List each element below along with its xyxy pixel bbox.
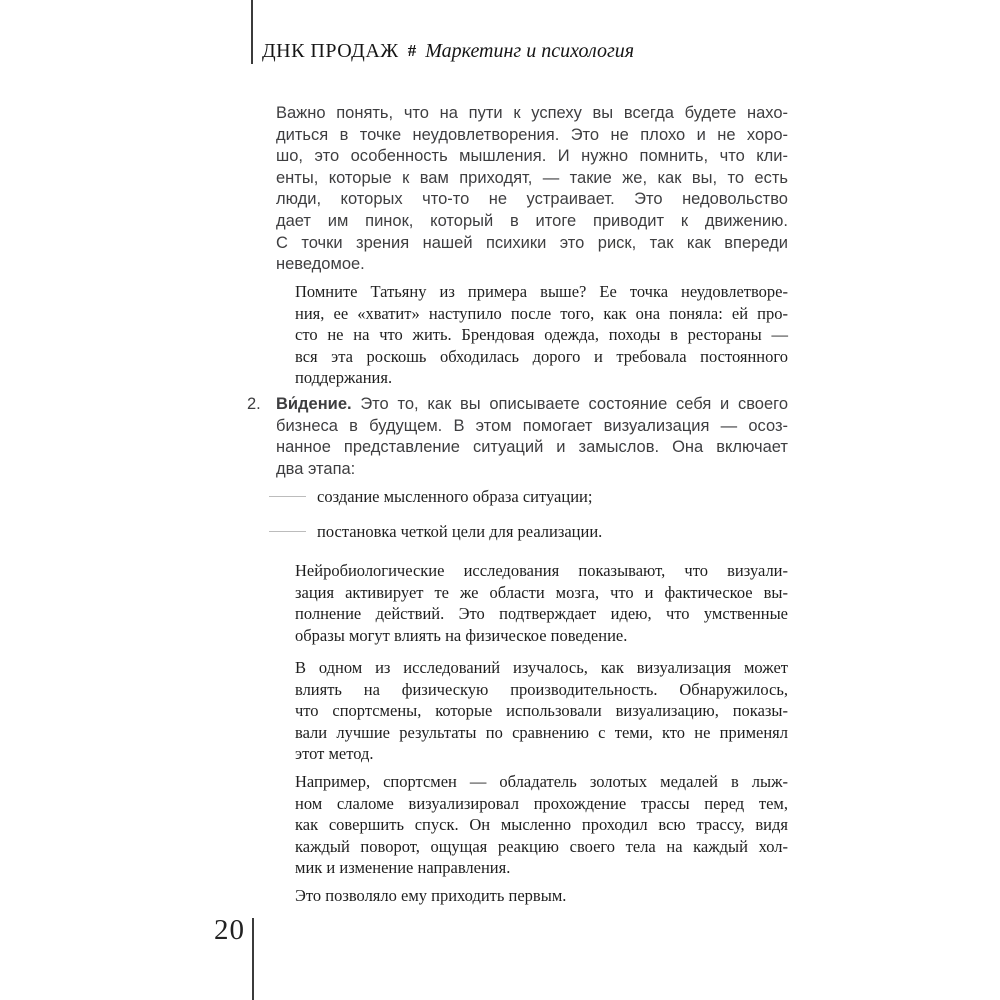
text-line: что спортсмены, которые использовали визуализацию, показы- <box>295 701 788 721</box>
chapter-title: Маркетинг и психология <box>425 40 635 62</box>
text-line: неведомое. <box>276 255 365 274</box>
list-item-lines <box>276 416 788 481</box>
text-line: вся эта роскошь обходилась дорого и требовала постоянного <box>295 346 788 366</box>
footer-edge-rule <box>252 918 254 1000</box>
text-line <box>276 394 788 416</box>
text-line: вали лучшие результаты по сравнению с теми, кто не применял <box>295 722 788 742</box>
paragraph-intro <box>276 103 788 276</box>
text-line: каждый поворот, ощущая реакцию своего тела на каждый хол- <box>295 836 788 856</box>
text-line: ния, ее «хватит» наступило после того, как она поняла: ей про- <box>295 303 788 323</box>
list-item-vision <box>276 394 788 480</box>
text-line: полнение действий. Это подтверждает идею, что умственные <box>295 604 788 624</box>
text-line: шо, это особенность мышления. И нужно помнить, что кли- <box>276 147 788 166</box>
text-line: Важно понять, что на пути к успеху вы всегда будете нахо- <box>276 104 788 122</box>
bullet-text: постановка четкой цели для реализации. <box>317 522 603 541</box>
paragraph-example-quote <box>295 281 788 389</box>
text-line: Это позволяло ему приходить первым. <box>295 886 567 905</box>
bullet-item <box>269 521 602 543</box>
text-line: Помните Татьяну из примера выше? Ее точка неудовлетворе- <box>295 282 788 301</box>
running-head <box>262 40 634 63</box>
bullet-item <box>269 486 592 508</box>
paragraph-result <box>295 885 788 907</box>
hash-icon: # <box>407 41 417 60</box>
text-line: ном слаломе визуализировал прохождение трассы перед тем, <box>295 793 788 813</box>
text-line: В одном из исследований изучалось, как визуализация может <box>295 658 788 677</box>
list-item-number: 2. <box>247 395 261 413</box>
text-line: диться в точке неудовлетворения. Это не плохо и не хоро- <box>276 125 788 144</box>
text-line: этот метод. <box>295 744 374 764</box>
text-line: зация активирует те же области мозга, что и фактическое вы- <box>295 582 788 602</box>
text-line: С точки зрения нашей психики это риск, так как впереди <box>276 233 788 252</box>
bullet-text: создание мысленного образа ситуации; <box>317 487 593 506</box>
text-line: енты, которые к вам приходят, — такие же, как вы, то есть <box>276 168 788 187</box>
header-edge-rule <box>251 0 253 64</box>
text-line: поддержания. <box>295 368 393 388</box>
text-line: мик и изменение направления. <box>295 858 511 878</box>
text-line: два этапа: <box>276 459 356 478</box>
text-line: Нейробиологические исследования показывают, что визуали- <box>295 561 788 580</box>
bullet-dash-icon <box>269 496 306 497</box>
text-line: влиять на физическую производительность. Обнаружилось, <box>295 679 788 699</box>
text-line: как совершить спуск. Он мысленно проходил всю трассу, видя <box>295 815 788 835</box>
text-line: дает им пинок, который в итоге приводит к движению. <box>276 211 788 230</box>
text-line: бизнеса в будущем. В этом помогает визуализация — осоз- <box>276 416 788 435</box>
book-title: ДНК ПРОДАЖ <box>262 40 399 62</box>
paragraph-study <box>295 657 788 765</box>
page-number: 20 <box>214 914 245 946</box>
text-line: нанное представление ситуаций и замыслов. Она включает <box>276 438 788 457</box>
text-line: сто не на что жить. Брендовая одежда, походы в рестораны — <box>295 325 788 345</box>
list-item-lead: Ви́дение. <box>276 395 352 413</box>
list-item-lead-rest: Это то, как вы описываете состояние себя и своего <box>351 395 788 413</box>
paragraph-athlete <box>295 771 788 879</box>
text-line: люди, которых что-то не устраивает. Это недовольство <box>276 190 788 209</box>
bullet-dash-icon <box>269 531 306 532</box>
text-line: Например, спортсмен — обладатель золотых медалей в лыж- <box>295 772 788 791</box>
text-line: образы могут влиять на физическое поведение. <box>295 625 628 645</box>
paragraph-neuro <box>295 560 788 646</box>
